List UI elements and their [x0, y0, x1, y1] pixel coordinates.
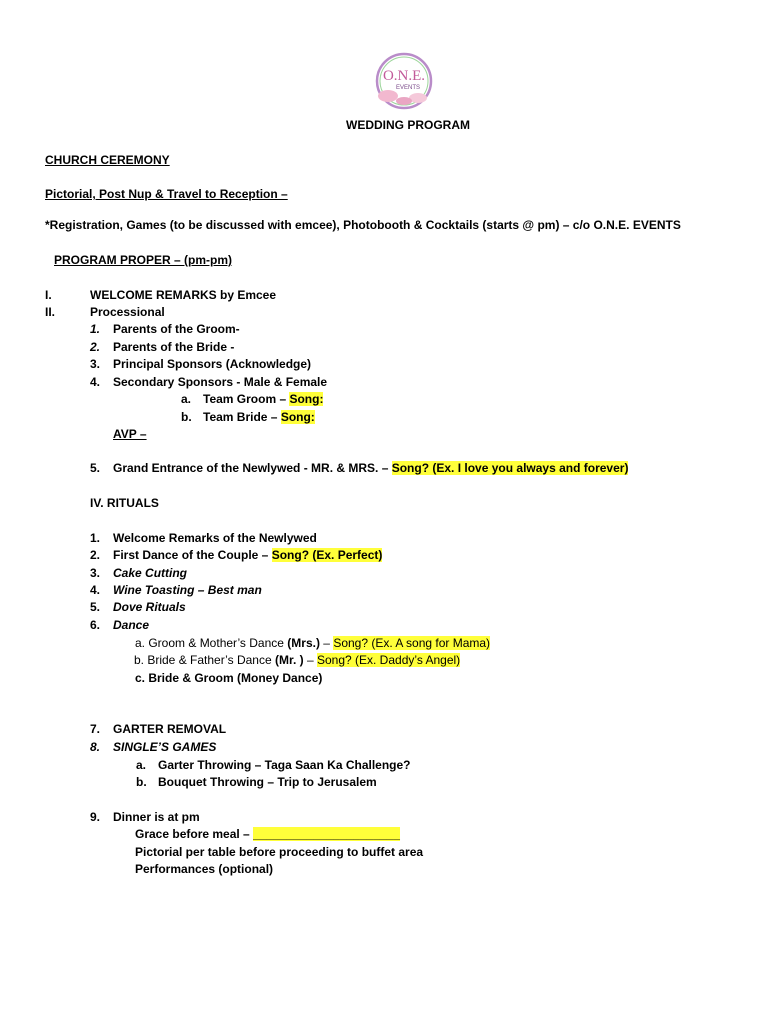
list-item: Processional	[90, 305, 165, 319]
list-item: Parents of the Groom-	[113, 322, 240, 336]
list-item: Team Bride – Song:	[203, 410, 315, 424]
logo-subtext: EVENTS	[395, 85, 421, 91]
list-num: 2.	[90, 548, 101, 562]
list-item: GARTER REMOVAL	[113, 722, 227, 736]
avp-line: AVP –	[113, 427, 147, 441]
list-item: Cake Cutting	[113, 566, 188, 580]
list-num: 6.	[90, 618, 101, 632]
performances-line: Performances (optional)	[135, 862, 274, 876]
one-events-logo	[368, 50, 440, 112]
list-num: 4.	[90, 583, 101, 597]
list-num: 1.	[90, 531, 101, 545]
list-item: Bouquet Throwing – Trip to Jerusalem	[158, 775, 377, 789]
list-item: Parents of the Bride -	[113, 340, 235, 354]
list-num: 3.	[90, 566, 101, 580]
list-item: Welcome Remarks of the Newlywed	[113, 531, 317, 545]
list-num: a.	[136, 758, 147, 772]
list-num: 2.	[90, 340, 101, 354]
list-item: WELCOME REMARKS by Emcee	[90, 288, 277, 302]
list-num: II.	[45, 305, 56, 319]
registration-line: *Registration, Games (to be discussed with emcee), Photobooth & Cocktails (starts @ pm) – c/o O.N.E. EVENTS	[45, 218, 681, 232]
dance-item: a. Groom & Mother’s Dance (Mrs.) – Song? (Ex. A song for Mama)	[135, 636, 491, 650]
list-num: b.	[136, 775, 147, 789]
list-num: 7.	[90, 722, 101, 736]
list-item: Secondary Sponsors - Male & Female	[113, 375, 328, 389]
program-proper-heading: PROGRAM PROPER – (pm-pm)	[54, 253, 233, 267]
pictorial-heading: Pictorial, Post Nup & Travel to Reception –	[45, 187, 288, 201]
list-num: 1.	[90, 322, 101, 336]
grace-line: Grace before meal – ______________________	[135, 827, 400, 841]
list-item: Wine Toasting – Best man	[113, 583, 262, 597]
list-num: 5.	[90, 461, 101, 475]
list-num: b.	[181, 410, 192, 424]
list-num: 4.	[90, 375, 101, 389]
church-ceremony-heading: CHURCH CEREMONY	[45, 153, 170, 167]
list-num: 3.	[90, 357, 101, 371]
list-item: Dance	[113, 618, 150, 632]
pictorial-table-line: Pictorial per table before proceeding to buffet area	[135, 845, 424, 859]
list-item: Dove Rituals	[113, 600, 186, 614]
list-item: Team Groom – Song:	[203, 392, 324, 406]
list-item: Principal Sponsors (Acknowledge)	[113, 357, 312, 371]
list-num: I.	[45, 288, 52, 302]
list-num: 5.	[90, 600, 101, 614]
list-num: 8.	[90, 740, 101, 754]
dance-item: b. Bride & Father’s Dance (Mr. ) – Song? (Ex. Daddy’s Angel)	[134, 653, 461, 667]
rituals-heading: IV. RITUALS	[90, 496, 159, 510]
list-item: Dinner is at pm	[113, 810, 200, 824]
list-item: Garter Throwing – Taga Saan Ka Challenge?	[158, 758, 411, 772]
list-num: a.	[181, 392, 192, 406]
list-num: 9.	[90, 810, 101, 824]
list-item: SINGLE’S GAMES	[113, 740, 217, 754]
dance-item: c. Bride & Groom (Money Dance)	[135, 671, 323, 685]
page-title: WEDDING PROGRAM	[346, 118, 470, 132]
grand-entrance-item: Grand Entrance of the Newlywed - MR. & MRS. – Song? (Ex. I love you always and forever)	[113, 461, 629, 475]
list-item: First Dance of the Couple – Song? (Ex. Perfect)	[113, 548, 383, 562]
logo-text: O.N.E.	[382, 68, 426, 84]
